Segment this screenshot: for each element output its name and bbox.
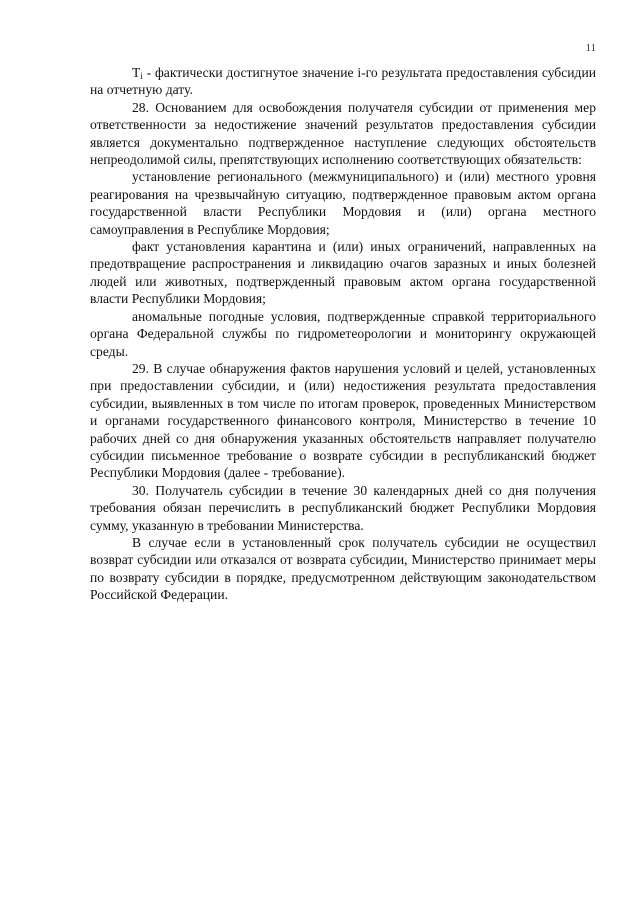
paragraph-29: 29. В случае обнаружения фактов нарушения условий и целей, установленных при предоставлении субсидии, и (или) недостижения результата предоставления субсидии, выявленных в том числе по итогам проверок, проведенных Министерством и органами государственного финансового контроля, Министерство в течение 10 рабочих дней со дня обнаружения указанных обстоятельств направляет получателю субсидии письменное требование о возврате субсидии в республиканский бюджет Республики Мордовия (далее - требование). bbox=[90, 360, 596, 481]
paragraph-28-item-1: установление регионального (межмуниципального) и (или) местного уровня реагирования на чрезвычайную ситуацию, подтвержденное правовым актом органа государственной власти Республики Мордовия и (или) органа местного самоуправления в Республике Мордовия; bbox=[90, 169, 596, 237]
page-number: 11 bbox=[585, 43, 596, 54]
paragraph-28-item-2: факт установления карантина и (или) иных ограничений, направленных на предотвращение распространения и ликвидацию очагов заразных и иных болезней людей или животных, подтвержденный правовым актом органа государственной власти Республики Мордовия; bbox=[90, 239, 596, 307]
variable-definition-text: - фактически достигнутое значение i-го результата предоставления субсидии на отчетную дату. bbox=[90, 65, 596, 98]
formula-variable-definition bbox=[90, 64, 596, 99]
variable-symbol: $T_i$ bbox=[132, 65, 143, 81]
paragraph-28: 28. Основанием для освобождения получателя субсидии от применения мер ответственности за недостижение значений результатов предоставления субсидии является документально подтвержденное наступление следующих обстоятельств непреодолимой силы, препятствующих исполнению соответствующих обязательств: bbox=[90, 99, 596, 168]
paragraph-30: 30. Получатель субсидии в течение 30 календарных дней со дня получения требования обязан перечислить в республиканский бюджет Республики Мордовия сумму, указанную в требовании Министерства. bbox=[90, 482, 596, 533]
paragraph-30-continuation: В случае если в установленный срок получатель субсидии не осуществил возврат субсидии или отказался от возврата субсидии, Министерство принимает меры по возврату субсидии в порядке, предусмотренном действующим законодательством Российской Федерации. bbox=[90, 534, 596, 603]
document-body bbox=[90, 64, 596, 604]
paragraph-28-item-3: аномальные погодные условия, подтвержденные справкой территориального органа Федеральной службы по гидрометеорологии и мониторингу окружающей среды. bbox=[90, 308, 596, 359]
